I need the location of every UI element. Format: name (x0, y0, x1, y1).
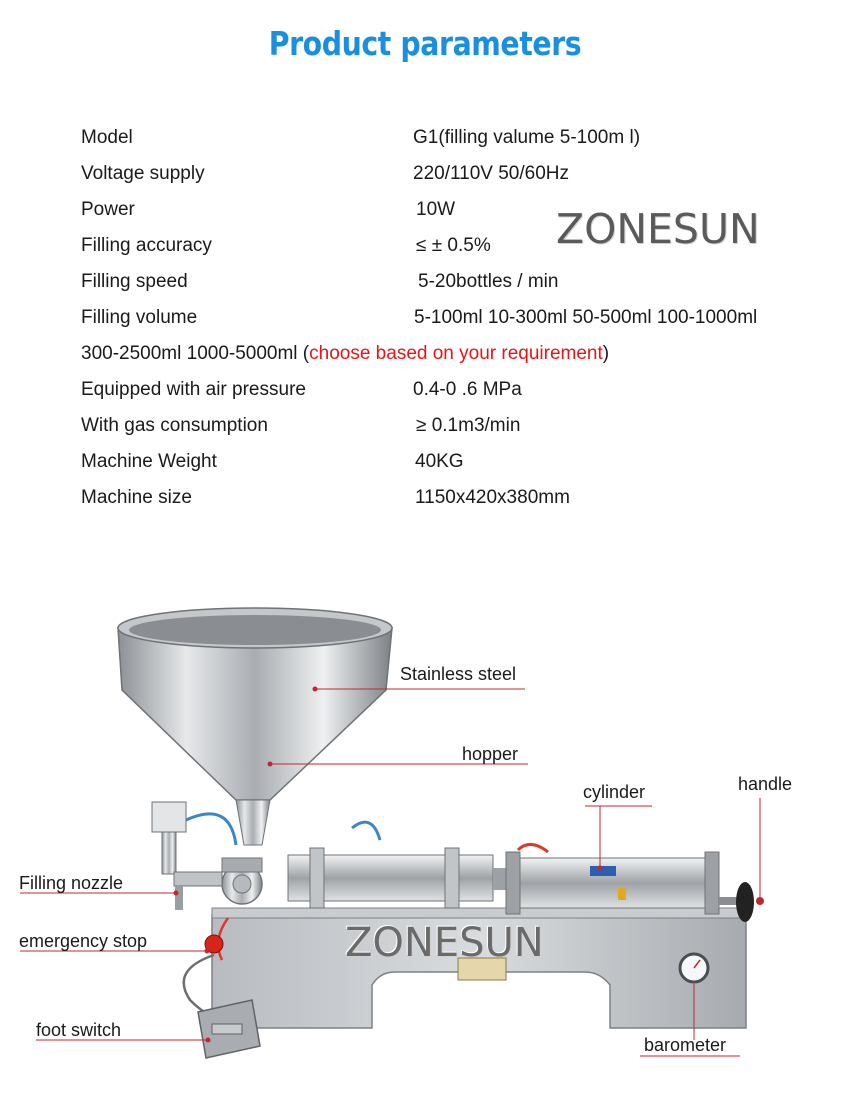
param-label-voltage: Voltage supply (81, 163, 205, 184)
param-label-volume: Filling volume (81, 307, 198, 328)
param-label-accuracy: Filling accuracy (81, 235, 212, 256)
brand-watermark: ZONESUN (556, 205, 760, 253)
param-value-power: 10W (416, 199, 456, 220)
brand-watermark-machine: ZONESUN (345, 920, 544, 966)
param-volume-close: ) (602, 343, 610, 364)
callout-handle: handle (738, 774, 793, 794)
param-label-weight: Machine Weight (81, 451, 217, 472)
callout-foot-switch: foot switch (36, 1020, 122, 1040)
param-value-voltage: 220/110V 50/60Hz (413, 163, 569, 184)
callout-hopper: hopper (462, 744, 519, 764)
hopper-bowl (118, 628, 392, 800)
param-volume-extra-text: 300-2500ml 1000-5000ml ( (81, 343, 310, 364)
param-value-speed: 5-20bottles / min (418, 271, 559, 292)
param-value-accuracy: ≤ ± 0.5% (416, 235, 491, 256)
page-title: Product parameters (268, 24, 582, 63)
callout-filling-nozzle: Filling nozzle (19, 873, 124, 893)
callout-stainless-steel: Stainless steel (400, 664, 517, 684)
param-label-power: Power (81, 199, 135, 220)
param-value-weight: 40KG (415, 451, 464, 472)
param-value-gas: ≥ 0.1m3/min (416, 415, 521, 436)
callout-emergency-stop: emergency stop (19, 931, 148, 951)
param-volume-highlight: choose based on your requirement (309, 343, 603, 364)
param-label-model: Model (81, 127, 133, 148)
callout-cylinder: cylinder (583, 782, 646, 802)
param-value-model: G1(filling valume 5-100m l) (413, 127, 641, 148)
param-label-air-pressure: Equipped with air pressure (81, 379, 306, 400)
param-label-size: Machine size (81, 487, 192, 508)
param-label-gas: With gas consumption (81, 415, 268, 436)
callout-barometer: barometer (644, 1035, 727, 1055)
param-label-speed: Filling speed (81, 271, 188, 292)
param-value-air-pressure: 0.4-0 .6 MPa (413, 379, 522, 400)
param-value-volume: 5-100ml 10-300ml 50-500ml 100-1000ml (414, 307, 758, 328)
param-value-size: 1150x420x380mm (415, 487, 570, 508)
param-volume-extra (81, 343, 609, 365)
